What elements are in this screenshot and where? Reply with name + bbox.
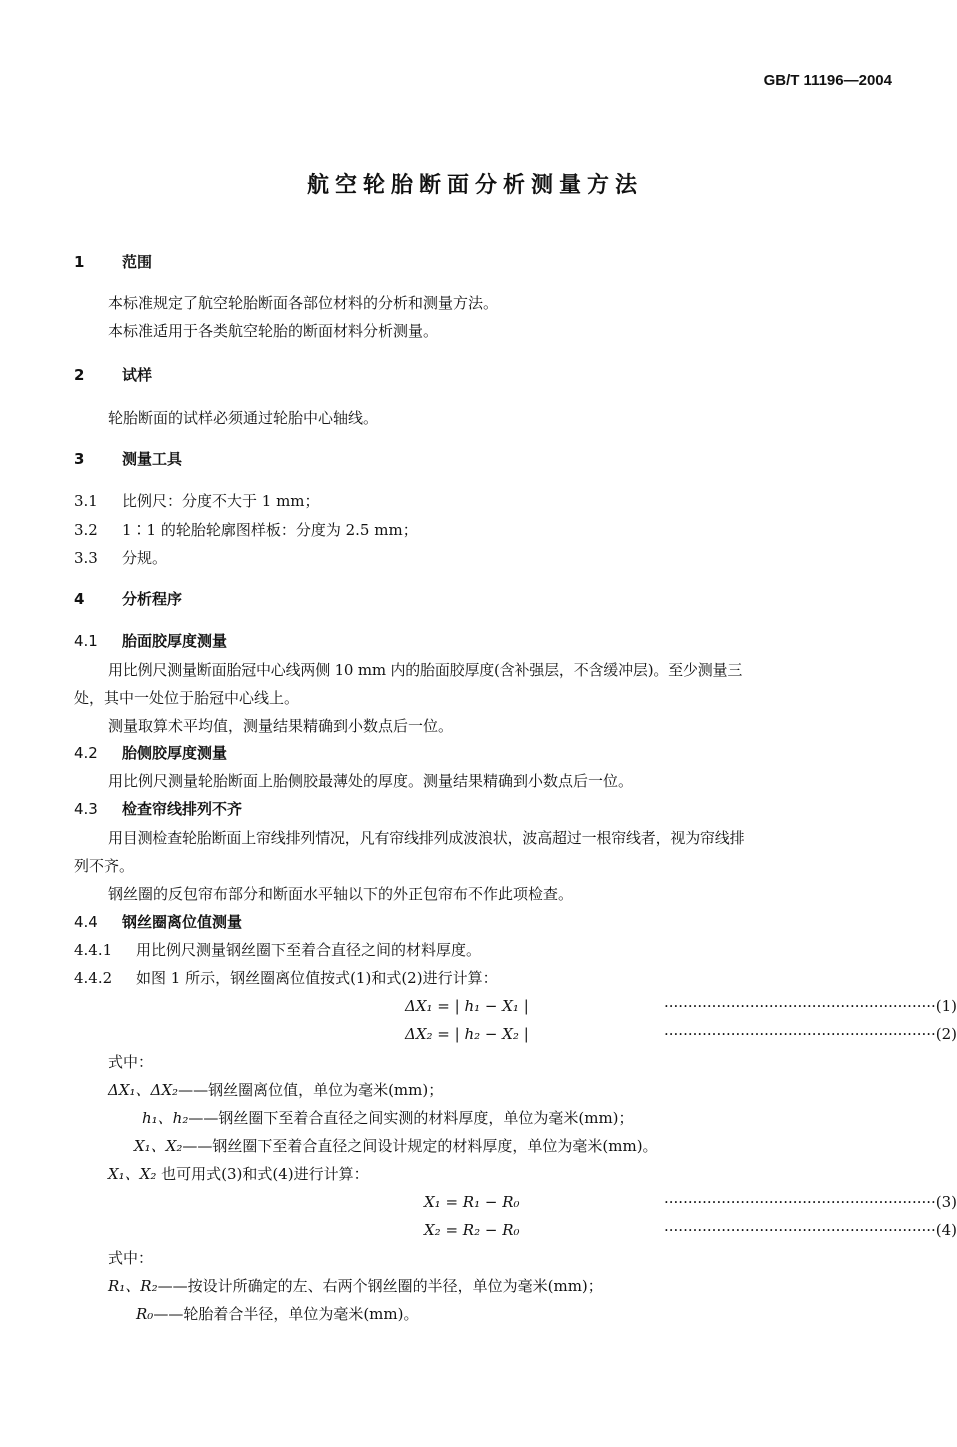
clause-number: 4.4.1 xyxy=(74,941,113,959)
leader-dots: ························································· xyxy=(664,1025,936,1043)
equation-number-row xyxy=(664,996,957,1016)
subsection-heading xyxy=(74,799,242,819)
leader-dots: ························································· xyxy=(664,997,936,1015)
paragraph: 轮胎断面的试样必须通过轮胎中心轴线。 xyxy=(108,409,379,427)
symbol: X₁、X₂ xyxy=(134,1137,183,1155)
paragraph: 处，其中一处位于胎冠中心线上。 xyxy=(74,689,300,707)
subsection-heading xyxy=(74,912,242,932)
equation-number: (1) xyxy=(935,997,957,1015)
equation-number: (3) xyxy=(935,1193,957,1211)
definition xyxy=(142,1108,634,1128)
clause xyxy=(74,940,481,960)
paragraph: 钢丝圈的反包帘布部分和断面水平轴以下的外正包帘布不作此项检查。 xyxy=(108,885,574,903)
paragraph: 本标准适用于各类航空轮胎的断面材料分析测量。 xyxy=(108,322,439,340)
section-title: 测量工具 xyxy=(122,450,183,468)
section-number: 4.4 xyxy=(74,913,98,931)
list-item xyxy=(74,520,418,540)
symbol: R₁、R₂ xyxy=(108,1277,158,1295)
item-text: 分规。 xyxy=(122,549,168,567)
item-number: 3.2 xyxy=(74,521,98,539)
section-number: 4.3 xyxy=(74,800,98,818)
paragraph: 用比例尺测量断面胎冠中心线两侧 10 mm 内的胎面胶厚度(含补强层，不含缓冲层)。至少测量三 xyxy=(108,661,743,679)
document-title: 航空轮胎断面分析测量方法 xyxy=(306,173,643,198)
subsection-heading xyxy=(74,743,227,763)
section-4-heading xyxy=(74,589,182,609)
paragraph: 测量取算术平均值，测量结果精确到小数点后一位。 xyxy=(108,717,454,735)
subsection-heading xyxy=(74,631,227,651)
section-1-heading xyxy=(74,252,152,272)
item-number: 3.3 xyxy=(74,549,98,567)
paragraph: 用目测检查轮胎断面上帘线排列情况，凡有帘线排列成波浪状，波高超过一根帘线者，视为帘线排 xyxy=(108,829,745,847)
where-label: 式中： xyxy=(108,1053,154,1071)
leader-dots: ························································· xyxy=(664,1193,936,1211)
section-3-heading xyxy=(74,449,182,469)
section-title: 胎面胶厚度测量 xyxy=(122,632,228,650)
symbol: ΔX₁、ΔX₂ xyxy=(108,1081,179,1099)
symbol: X₁、X₂ xyxy=(108,1165,157,1183)
item-text: 1∶1 的轮胎轮廓图样板：分度为 2.5 mm； xyxy=(122,521,418,539)
section-title: 范围 xyxy=(122,253,153,271)
equation-4: X₂ = R₂ − R₀ xyxy=(424,1221,520,1239)
definition-text: ——按设计所确定的左、右两个钢丝圈的半径，单位为毫米(mm)； xyxy=(157,1277,603,1295)
section-number: 3 xyxy=(74,450,85,468)
definition-text: ——轮胎着合半径，单位为毫米(mm)。 xyxy=(153,1305,419,1323)
equation-2: ΔX₂ = | h₂ − X₂ | xyxy=(405,1025,529,1043)
equation-number-row xyxy=(664,1192,957,1212)
definition xyxy=(108,1276,603,1296)
paragraph xyxy=(108,1164,369,1184)
definition-text: ——钢丝圈离位值，单位为毫米(mm)； xyxy=(178,1081,444,1099)
item-text: 比例尺：分度不大于 1 mm； xyxy=(122,492,320,510)
clause-text: 如图 1 所示，钢丝圈离位值按式(1)和式(2)进行计算： xyxy=(136,969,498,987)
section-title: 钢丝圈离位值测量 xyxy=(122,913,243,931)
list-item xyxy=(74,491,320,511)
equation-3: X₁ = R₁ − R₀ xyxy=(424,1193,520,1211)
symbol: h₁、h₂ xyxy=(142,1109,189,1127)
section-number: 4.2 xyxy=(74,744,98,762)
section-number: 4.1 xyxy=(74,632,98,650)
definition-text: ——钢丝圈下至着合直径之间设计规定的材料厚度，单位为毫米(mm)。 xyxy=(182,1137,658,1155)
section-title: 检查帘线排列不齐 xyxy=(122,800,243,818)
equation-number-row xyxy=(664,1220,957,1240)
definition-text: ——钢丝圈下至着合直径之间实测的材料厚度，单位为毫米(mm)； xyxy=(188,1109,634,1127)
clause-number: 4.4.2 xyxy=(74,969,113,987)
definition xyxy=(134,1136,658,1156)
section-number: 4 xyxy=(74,590,85,608)
section-2-heading xyxy=(74,365,152,385)
where-label: 式中： xyxy=(108,1249,154,1267)
equation-number-row xyxy=(664,1024,957,1044)
leader-dots: ························································· xyxy=(664,1221,936,1239)
equation-1: ΔX₁ = | h₁ − X₁ | xyxy=(405,997,529,1015)
item-number: 3.1 xyxy=(74,492,98,510)
section-number: 2 xyxy=(74,366,85,384)
symbol: R₀ xyxy=(136,1305,154,1323)
section-title: 分析程序 xyxy=(122,590,183,608)
definition xyxy=(136,1304,418,1324)
paragraph: 用比例尺测量轮胎断面上胎侧胶最薄处的厚度。测量结果精确到小数点后一位。 xyxy=(108,772,634,790)
equation-number: (2) xyxy=(935,1025,957,1043)
standard-number: GB/T 11196—2004 xyxy=(763,72,892,89)
clause xyxy=(74,968,498,988)
equation-number: (4) xyxy=(935,1221,957,1239)
list-item xyxy=(74,548,167,568)
paragraph-text: 也可用式(3)和式(4)进行计算： xyxy=(156,1165,369,1183)
section-title: 胎侧胶厚度测量 xyxy=(122,744,228,762)
definition xyxy=(108,1080,443,1100)
section-title: 试样 xyxy=(122,366,153,384)
clause-text: 用比例尺测量钢丝圈下至着合直径之间的材料厚度。 xyxy=(136,941,482,959)
paragraph: 本标准规定了航空轮胎断面各部位材料的分析和测量方法。 xyxy=(108,294,499,312)
section-number: 1 xyxy=(74,253,85,271)
paragraph: 列不齐。 xyxy=(74,857,135,875)
